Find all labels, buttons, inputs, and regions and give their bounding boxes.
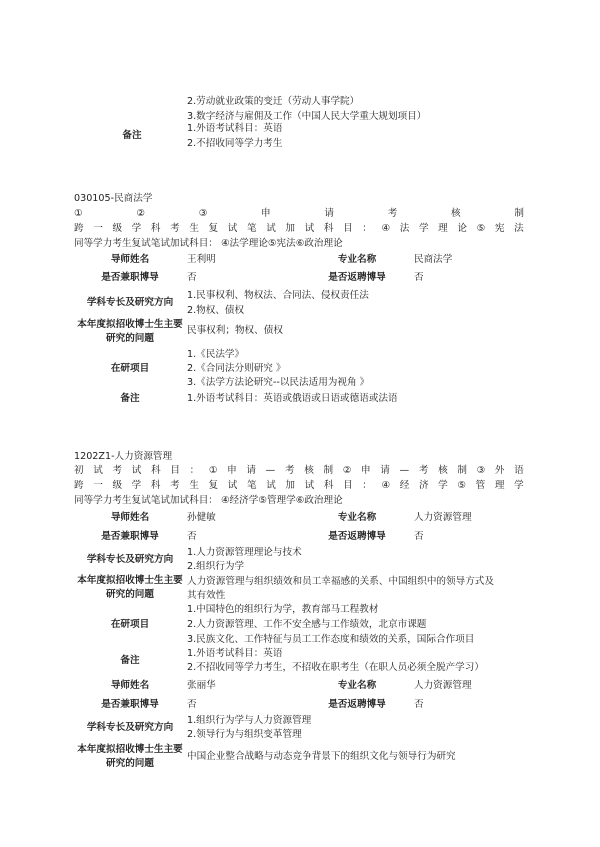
exam-subject-char: ： xyxy=(189,465,200,476)
exam-subject-char: 核 xyxy=(304,465,314,476)
exam-subjects-line xyxy=(74,464,524,477)
problem-line: 其有效性 xyxy=(187,590,226,601)
rehire-label: 是否返聘博导 xyxy=(328,272,386,283)
extra-exam-line xyxy=(74,222,524,235)
extra-exam-char: 法 xyxy=(399,223,410,234)
extra-exam-line xyxy=(74,479,524,492)
extra-exam-char: 试 xyxy=(304,223,315,234)
exam-subject-char: ① xyxy=(208,465,218,476)
extra-exam-char: 复 xyxy=(208,480,219,491)
exam-subject-char: 试 xyxy=(93,465,103,476)
exam-subject-char: 制 xyxy=(457,465,467,476)
extra-exam-char: 笔 xyxy=(246,480,257,491)
problem-label xyxy=(76,743,184,771)
exam-subject-char: 申 xyxy=(361,465,371,476)
specialty-item: 2.物权、债权 xyxy=(187,305,245,316)
exam-subject-char: 目 xyxy=(170,465,180,476)
extra-exam-char: ④ xyxy=(381,480,391,491)
extra-exam-char: 笔 xyxy=(246,223,257,234)
project-item: 2.《合同法分则研究 》 xyxy=(187,363,286,374)
extra-exam-char: 经 xyxy=(399,480,410,491)
concurrent-value: 否 xyxy=(187,699,197,710)
extra-exam-char: 试 xyxy=(266,223,276,234)
concurrent-value: 否 xyxy=(187,531,197,542)
remark-label: 备注 xyxy=(122,130,142,141)
specialty-item: 1.组织行为学与人力资源管理 xyxy=(187,715,312,726)
extra-exam-char: 一 xyxy=(93,480,103,491)
major-label: 专业名称 xyxy=(337,512,377,523)
specialty-label: 学科专长及研究方向 xyxy=(86,722,174,733)
exam-subject-char: 请 xyxy=(380,465,390,476)
extra-exam-char: 试 xyxy=(227,223,238,234)
exam-subject-char: ① xyxy=(74,208,83,219)
supervisor-label: 导师姓名 xyxy=(110,680,150,691)
exam-subject-char: 核 xyxy=(438,465,448,476)
exam-subject-char: ② xyxy=(342,465,352,476)
specialty-label: 学科专长及研究方向 xyxy=(86,554,174,565)
exam-subject-char: — xyxy=(265,465,276,476)
problem-line: 人力资源管理与组织绩效和员工幸福感的关系、中国组织中的领导方式及 xyxy=(187,576,494,587)
remark-item: 1.外语考试科目：英语或俄语或日语或德语或法语 xyxy=(187,393,398,404)
research-item: 2.劳动就业政策的变迁（劳动人事学院） xyxy=(187,96,360,107)
problem-label-text: 本年度拟招收博士生主要研究的问题 xyxy=(77,744,183,769)
extra-exam-char: 学 xyxy=(418,223,429,234)
extra-exam-char: 科 xyxy=(150,480,161,491)
extra-exam-char: 一 xyxy=(93,223,103,234)
extra-exam-char: 济 xyxy=(418,480,429,491)
exam-subject-char: 语 xyxy=(514,465,524,476)
concurrent-label: 是否兼职博导 xyxy=(101,699,159,710)
extra-exam-char: 试 xyxy=(304,480,315,491)
supervisor-name: 孙健敏 xyxy=(187,512,216,523)
remark-item: 2.不招收同等学力考生 xyxy=(187,138,283,149)
extra-exam-char: 目 xyxy=(343,223,353,234)
remark-label: 备注 xyxy=(120,393,140,404)
extra-exam-char: 加 xyxy=(285,480,295,491)
specialty-label: 学科专长及研究方向 xyxy=(86,297,174,308)
extra-exam-char: 级 xyxy=(112,223,123,234)
extra-exam-char: 科 xyxy=(323,223,334,234)
problem-value: 民事权利；物权、债权 xyxy=(187,325,283,336)
exam-subject-char: ② xyxy=(136,208,145,219)
major-label: 专业名称 xyxy=(337,254,377,265)
projects-label: 在研项目 xyxy=(110,619,150,630)
extra-exam-char: 复 xyxy=(208,223,219,234)
supervisor-name: 王利明 xyxy=(187,254,216,265)
major-code-heading: 030105-民商法学 xyxy=(74,193,153,204)
extra-exam-char: 加 xyxy=(285,223,295,234)
extra-exam-char: 科 xyxy=(150,223,161,234)
extra-exam-char: 学 xyxy=(514,480,524,491)
supervisor-name: 张丽华 xyxy=(187,680,216,691)
supervisor-label: 导师姓名 xyxy=(110,254,150,265)
extra-exam-char: ： xyxy=(362,480,372,491)
extra-exam-char: 论 xyxy=(457,223,467,234)
rehire-label: 是否返聘博导 xyxy=(328,699,386,710)
extra-exam-char: 学 xyxy=(131,223,142,234)
extra-exam-char: 目 xyxy=(343,480,353,491)
extra-exam-char: ⑤ xyxy=(476,223,486,234)
extra-exam-char: ⑤ xyxy=(457,480,466,491)
extra-exam-char: 学 xyxy=(438,480,448,491)
concurrent-value: 否 xyxy=(187,272,197,283)
remark-item: 1.外语考试科目：英语 xyxy=(187,648,283,659)
specialty-item: 2.组织行为学 xyxy=(187,561,245,572)
problem-label xyxy=(76,574,184,602)
extra-exam-char: 法 xyxy=(514,223,524,234)
supervisor-label: 导师姓名 xyxy=(110,512,150,523)
project-item: 1.《民法学》 xyxy=(187,349,245,360)
extra-exam-char: 考 xyxy=(170,480,180,491)
extra-exam-char: 考 xyxy=(170,223,180,234)
extra-exam-char: 试 xyxy=(227,480,238,491)
rehire-value: 否 xyxy=(414,272,424,283)
extra-exam-char: 理 xyxy=(494,480,505,491)
exam-subject-char: ③ xyxy=(198,208,208,219)
exam-subject-char: 请 xyxy=(246,465,256,476)
extra-exam-char: 科 xyxy=(323,480,334,491)
rehire-value: 否 xyxy=(414,699,424,710)
project-item: 1.中国特色的组织行为学，教育部马工程教材 xyxy=(187,604,379,615)
major-label: 专业名称 xyxy=(337,680,377,691)
exam-subject-char: 外 xyxy=(494,465,505,476)
exam-subjects-line xyxy=(74,207,524,220)
exam-subject-char: 请 xyxy=(324,208,334,219)
extra-exam-char: ④ xyxy=(381,223,391,234)
extra-exam-char: 宪 xyxy=(494,223,505,234)
exam-subject-char: 制 xyxy=(514,208,524,219)
exam-subject-char: 申 xyxy=(227,465,237,476)
exam-subject-char: 考 xyxy=(387,208,398,219)
specialty-item: 1.民事权利、物权法、合同法、侵权责任法 xyxy=(187,290,369,301)
extra-exam-char: ： xyxy=(362,223,372,234)
research-item: 3.数字经济与雇佣及工作（中国人民大学重大规划项目） xyxy=(187,111,427,122)
exam-subject-char: 核 xyxy=(451,208,461,219)
specialty-item: 2.领导行为与组织变革管理 xyxy=(187,729,302,740)
exam-subject-char: — xyxy=(399,465,410,476)
problem-label-text: 本年度拟招收博士生主要研究的问题 xyxy=(77,575,183,600)
exam-subject-char: 科 xyxy=(151,465,161,476)
exam-subject-char: 试 xyxy=(131,465,142,476)
extra-exam-char: 级 xyxy=(112,480,123,491)
project-item: 3.《法学方法论研究--以民法适用为视角 》 xyxy=(187,377,370,388)
exam-subject-char: ③ xyxy=(476,465,486,476)
remark-label: 备注 xyxy=(120,655,140,666)
extra-exam-char: 学 xyxy=(131,480,142,491)
project-item: 2.人力资源管理、工作不安全感与工作绩效，北京市课题 xyxy=(187,619,427,630)
major-name: 人力资源管理 xyxy=(414,680,472,691)
equiv-exam-line: 同等学力考生复试笔试加试科目： ④法学理论⑤宪法⑥政治理论 xyxy=(74,238,343,249)
major-code-heading: 1202Z1-人力资源管理 xyxy=(74,451,173,462)
specialty-item: 1.人力资源管理理论与技术 xyxy=(187,547,302,558)
problem-label-text: 本年度拟招收博士生主要研究的问题 xyxy=(77,319,183,344)
concurrent-label: 是否兼职博导 xyxy=(101,531,159,542)
exam-subject-char: 申 xyxy=(261,208,271,219)
exam-subject-char: 考 xyxy=(284,465,295,476)
exam-subject-char: 制 xyxy=(323,465,334,476)
extra-exam-char: 生 xyxy=(189,223,199,234)
major-name: 民商法学 xyxy=(414,254,453,265)
rehire-value: 否 xyxy=(414,531,424,542)
extra-exam-char: 理 xyxy=(438,223,448,234)
problem-label xyxy=(76,318,184,346)
exam-subject-char: 考 xyxy=(112,465,123,476)
equiv-exam-line: 同等学力考生复试笔试加试科目： ④经济学⑤管理学⑥政治理论 xyxy=(74,495,343,506)
extra-exam-char: 生 xyxy=(189,480,199,491)
problem-value: 中国企业整合战略与动态竞争背景下的组织文化与领导行为研究 xyxy=(187,751,456,762)
major-name: 人力资源管理 xyxy=(414,512,472,523)
remark-item: 2.不招收同等学力考生，不招收在职考生（在职人员必须全脱产学习） xyxy=(187,662,484,673)
extra-exam-char: 管 xyxy=(475,480,486,491)
remark-item: 1.外语考试科目：英语 xyxy=(187,123,283,134)
exam-subject-char: 考 xyxy=(418,465,429,476)
extra-exam-char: 试 xyxy=(266,480,276,491)
extra-exam-char: 跨 xyxy=(74,223,84,234)
exam-subject-char: 初 xyxy=(74,465,84,476)
project-item: 3.民族文化、工作特征与员工工作态度和绩效的关系，国际合作项目 xyxy=(187,634,475,645)
extra-exam-char: 跨 xyxy=(74,480,84,491)
concurrent-label: 是否兼职博导 xyxy=(101,272,159,283)
projects-label: 在研项目 xyxy=(110,363,150,374)
rehire-label: 是否返聘博导 xyxy=(328,531,386,542)
